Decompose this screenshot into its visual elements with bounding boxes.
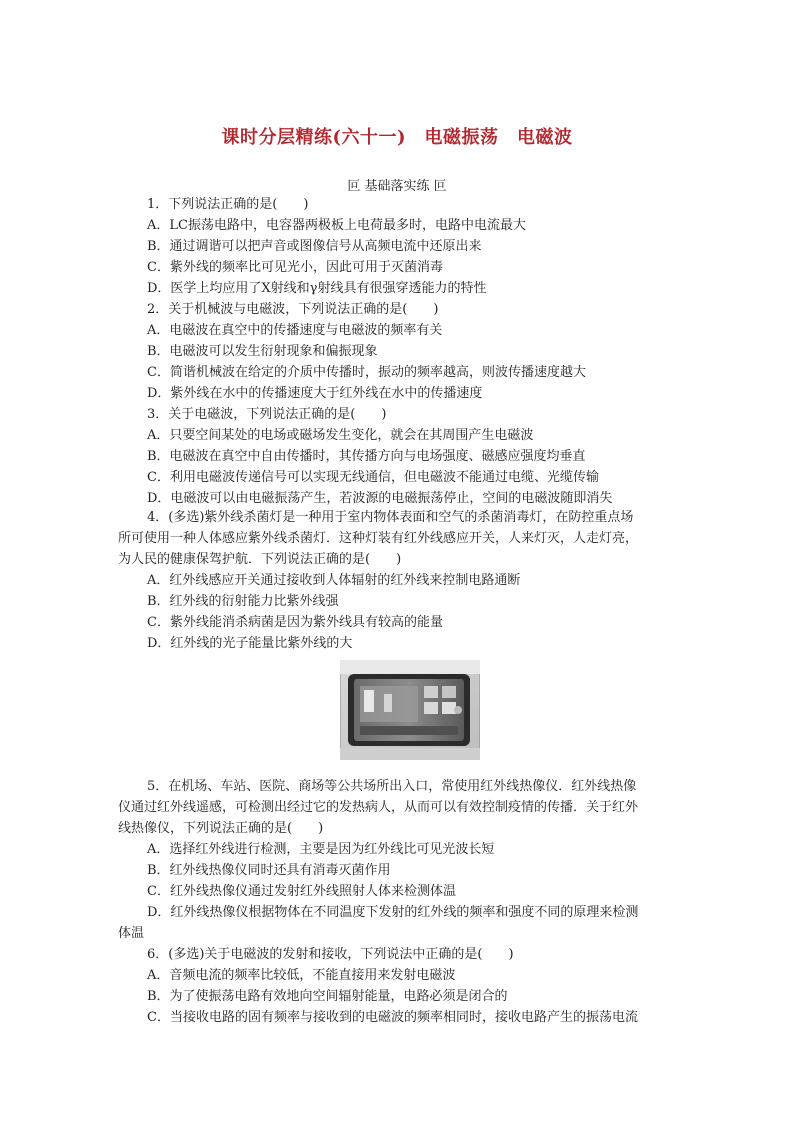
q1-stem: 1．下列说法正确的是( )	[147, 197, 309, 212]
q5-stem-line-1: 5．在机场、车站、医院、商场等公共场所出入口，常使用红外线热像仪．红外线热像	[147, 779, 637, 794]
q5-option-b: B．红外线热像仪同时还具有消毒灭菌作用	[147, 863, 391, 878]
q1-option-a: A．LC振荡电路中，电容器两极板上电荷最多时，电路中电流最大	[147, 218, 526, 233]
thermal-imager-screen-icon	[340, 660, 480, 760]
q5-stem-line-3: 线热像仪，下列说法正确的是( )	[118, 821, 324, 836]
q1-option-d: D．医学上均应用了X射线和γ射线具有很强穿透能力的特性	[147, 281, 487, 296]
page-title: 课时分层精练(六十一) 电磁振荡 电磁波	[221, 127, 573, 148]
q6-option-a: A．音频电流的频率比较低，不能直接用来发射电磁波	[147, 968, 456, 983]
q6-option-c: C．当接收电路的固有频率与接收到的电磁波的频率相同时，接收电路产生的振荡电流	[147, 1010, 638, 1025]
q5-option-d: D．红外线热像仪根据物体在不同温度下发射的红外线的频率和强度不同的原理来检测	[147, 905, 639, 920]
q2-option-c: C．简谐机械波在给定的介质中传播时，振动的频率越高，则波传播速度越大	[147, 365, 586, 380]
thermal-imager-photo	[340, 660, 480, 760]
q3-option-b: B．电磁波在真空中自由传播时，其传播方向与电场强度、磁感应强度均垂直	[147, 449, 586, 464]
q4-stem-line-1: 4．(多选)紫外线杀菌灯是一种用于室内物体表面和空气的杀菌消毒灯，在防控重点场	[147, 510, 634, 525]
q3-option-a: A．只要空间某处的电场或磁场发生变化，就会在其周围产生电磁波	[147, 428, 534, 443]
q4-option-a: A．红外线感应开关通过接收到人体辐射的红外线来控制电路通断	[147, 573, 521, 588]
q4-stem-line-2: 所可使用一种人体感应紫外线杀菌灯．这种灯装有红外线感应开关，人来灯灭，人走灯亮，	[118, 531, 639, 546]
q5-option-d-continuation: 体温	[118, 926, 145, 941]
q2-option-b: B．电磁波可以发生衍射现象和偏振现象	[147, 344, 378, 359]
q6-stem: 6．(多选)关于电磁波的发射和接收，下列说法中正确的是( )	[147, 947, 514, 962]
q1-option-b: B．通过调谐可以把声音或图像信号从高频电流中还原出来	[147, 239, 482, 254]
questions-5-6	[118, 776, 688, 1028]
q5-option-a: A．选择红外线进行检测，主要是因为红外线比可见光波长短	[147, 842, 495, 857]
q4-option-b: B．红外线的衍射能力比紫外线强	[147, 594, 339, 609]
q2-option-d: D．紫外线在水中的传播速度大于红外线在水中的传播速度	[147, 386, 483, 401]
q1-option-c: C．紫外线的频率比可见光小，因此可用于灭菌消毒	[147, 260, 443, 275]
q4-option-d: D．红外线的光子能量比紫外线的大	[147, 636, 353, 651]
q4-stem-line-3: 为人民的健康保驾护航．下列说法正确的是( )	[118, 552, 402, 567]
question-4	[118, 507, 688, 654]
q5-stem-line-2: 仪通过红外线遥感，可检测出经过它的发热病人，从而可以有效控制疫情的传播．关于红外	[118, 800, 639, 815]
q2-option-a: A．电磁波在真空中的传播速度与电磁波的频率有关	[147, 323, 443, 338]
q3-option-d: D．电磁波可以由电磁振荡产生，若波源的电磁振荡停止，空间的电磁波随即消失	[147, 491, 613, 506]
q5-option-c: C．红外线热像仪通过发射红外线照射人体来检测体温	[147, 884, 456, 899]
q4-option-c: C．紫外线能消杀病菌是因为紫外线具有较高的能量	[147, 615, 443, 630]
q6-option-b: B．为了使振荡电路有效地向空间辐射能量，电路必须是闭合的	[147, 989, 508, 1004]
q2-stem: 2．关于机械波与电磁波，下列说法正确的是( )	[147, 302, 439, 317]
q3-stem: 3．关于电磁波，下列说法正确的是( )	[147, 407, 387, 422]
q3-option-c: C．利用电磁波传递信号可以实现无线通信，但电磁波不能通过电缆、光缆传输	[147, 470, 599, 485]
section-heading: 叵 基础落实练 叵	[347, 179, 447, 194]
questions-1-3	[147, 194, 687, 509]
